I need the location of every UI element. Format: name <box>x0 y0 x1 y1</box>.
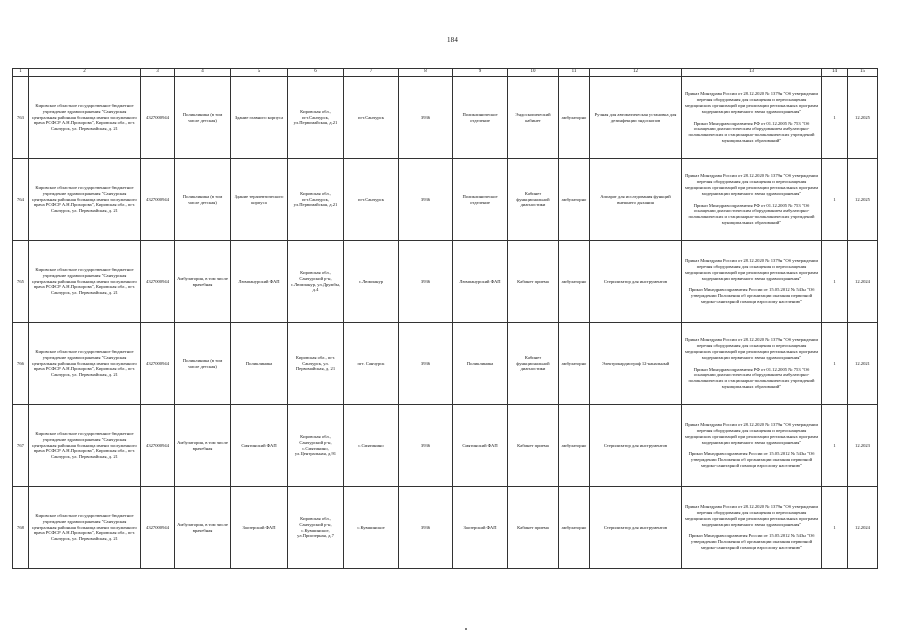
code-cell: 3936 <box>399 323 453 405</box>
care-type-cell: амбулаторно <box>559 323 590 405</box>
care-type-cell: амбулаторно <box>559 487 590 569</box>
regulatory-document: Приказ Минздрава России от 28.12.2020 № 1379н "Об утверждении перечня оборудования для оснащения и переоснащения медицинских организаций при реализации региональных программ модернизации первичного звена здравоохранения" <box>685 172 818 196</box>
code-cell: 3936 <box>399 487 453 569</box>
equipment-cell: Стерилизатор для инструментов <box>590 487 682 569</box>
unit-type-cell: Поликлиника (в том числе детская) <box>175 323 231 405</box>
equipment-cell: Стерилизатор для инструментов <box>590 241 682 323</box>
locality-cell: пгт.Санчурск <box>344 77 399 159</box>
column-header: 9 <box>453 69 508 77</box>
table-row <box>13 159 878 241</box>
inn-cell: 4327000944 <box>141 77 175 159</box>
department-cell: Люмпанурский ФАП <box>453 241 508 323</box>
quantity-cell: 1 <box>822 405 848 487</box>
column-header: 12 <box>590 69 682 77</box>
regulatory-document: Приказ Минздравсоцразвития России от 15.05.2012 № 543н "Об утверждении Положения об организации оказания первичной медико-санитарной помощи взрослому населению" <box>688 287 815 305</box>
department-cell: Смятинский ФАП <box>453 405 508 487</box>
column-header: 14 <box>822 69 848 77</box>
equipment-cell: Стерилизатор для инструментов <box>590 405 682 487</box>
inn-cell: 4327000944 <box>141 487 175 569</box>
building-cell: Заозерский ФАП <box>231 487 288 569</box>
regulatory-documents-cell <box>682 405 822 487</box>
locality-cell: с.Люмпанур <box>344 241 399 323</box>
equipment-cell: Ручная для автоматическая установка для дезинфекции эндоскопов <box>590 77 682 159</box>
deadline-cell: 12.2024 <box>848 487 878 569</box>
care-type-cell: амбулаторно <box>559 77 590 159</box>
regulatory-document: Приказ Минздравсоцразвития РФ от 01.12.2005 № 753 "Об оснащении диагностическим оборудованием амбулаторно-поликлинических и стационарно-поликлинических учреждений муниципальных образований" <box>688 202 815 226</box>
code-cell: 3936 <box>399 241 453 323</box>
row-number-cell: 768 <box>13 487 29 569</box>
building-cell: Поликлиника <box>231 323 288 405</box>
regulatory-document: Приказ Минздрава России от 28.12.2020 № 1379н "Об утверждении перечня оборудования для оснащения и переоснащения медицинских организаций при реализации региональных программ модернизации первичного звена здравоохранения" <box>685 336 818 360</box>
deadline-cell: 12.2024 <box>848 241 878 323</box>
quantity-cell: 1 <box>822 77 848 159</box>
room-cell: Кабинет приема <box>508 405 559 487</box>
regulatory-document: Приказ Минздрава России от 28.12.2020 № 1379н "Об утверждении перечня оборудования для оснащения и переоснащения медицинских организаций при реализации региональных программ модернизации первичного звена здравоохранения" <box>685 503 818 527</box>
room-cell: Кабинет приема <box>508 487 559 569</box>
building-cell: Смятинский ФАП <box>231 405 288 487</box>
regulatory-documents-cell <box>682 323 822 405</box>
deadline-cell: 12.2023 <box>848 405 878 487</box>
column-header: 2 <box>29 69 141 77</box>
deadline-cell: 12.2025 <box>848 159 878 241</box>
equipment-register-table <box>12 68 878 569</box>
room-cell: Кабинет функциональной диагностики <box>508 159 559 241</box>
table-body <box>13 77 878 569</box>
column-header: 3 <box>141 69 175 77</box>
building-cell: Здание терапевтического корпуса <box>231 159 288 241</box>
building-cell: Люмпанурский ФАП <box>231 241 288 323</box>
regulatory-document: Приказ Минздравсоцразвития России от 15.05.2012 № 543н "Об утверждении Положения об организации оказания первичной медико-санитарной помощи взрослому населению" <box>688 451 815 469</box>
row-number-cell: 765 <box>13 241 29 323</box>
locality-cell: пгт. Санчурск <box>344 323 399 405</box>
column-header: 6 <box>288 69 344 77</box>
regulatory-documents-cell <box>682 77 822 159</box>
regulatory-documents-cell <box>682 241 822 323</box>
column-header: 5 <box>231 69 288 77</box>
row-number-cell: 764 <box>13 159 29 241</box>
inn-cell: 4327000944 <box>141 323 175 405</box>
regulatory-document: Приказ Минздрава России от 28.12.2020 № 1379н "Об утверждении перечня оборудования для оснащения и переоснащения медицинских организаций при реализации региональных программ модернизации первичного звена здравоохранения" <box>685 90 818 114</box>
room-cell: Эндоскопический кабинет <box>508 77 559 159</box>
column-header: 13 <box>682 69 822 77</box>
inn-cell: 4327000944 <box>141 159 175 241</box>
regulatory-documents-cell <box>682 487 822 569</box>
scan-speck <box>465 628 467 630</box>
unit-type-cell: Амбулатория, в том числе врачебная <box>175 405 231 487</box>
regulatory-document: Приказ Минздравсоцразвития России от 15.05.2012 № 543н "Об утверждении Положения об организации оказания первичной медико-санитарной помощи взрослому населению" <box>688 533 815 551</box>
address-cell: Кировская обл., пгт.Санчурск, ул.Первомайская, д.21 <box>288 77 344 159</box>
regulatory-document: Приказ Минздрава России от 28.12.2020 № 1379н "Об утверждении перечня оборудования для оснащения и переоснащения медицинских организаций при реализации региональных программ модернизации первичного звена здравоохранения" <box>685 421 818 445</box>
equipment-cell: Аппарат для исследования функций внешнего дыхания <box>590 159 682 241</box>
code-cell: 3936 <box>399 77 453 159</box>
care-type-cell: амбулаторно <box>559 241 590 323</box>
department-cell: Заозерский ФАП <box>453 487 508 569</box>
page-number: 184 <box>446 36 459 44</box>
address-cell: Кировская обл., пгт.Санчурск, ул.Первомайская, д.21 <box>288 159 344 241</box>
deadline-cell: 12.2025 <box>848 77 878 159</box>
unit-type-cell: Поликлиника (в том числе детская) <box>175 159 231 241</box>
department-cell: Поликлиническое отделение <box>453 159 508 241</box>
quantity-cell: 1 <box>822 323 848 405</box>
column-number-row <box>13 69 878 77</box>
address-cell: Кировская обл., Санчурский р-н, с.Люмпанур, ул.Дружбы, д.4 <box>288 241 344 323</box>
table-row <box>13 405 878 487</box>
row-number-cell: 767 <box>13 405 29 487</box>
organization-cell: Кировское областное государственное бюджетное учреждение здравоохранения "Санчурская центральная районная больница имени заслуженного врача РСФСР А.Н.Прохорова", Кировская обл., пгт. Санчурск, ул. Первомайская, д. 21 <box>29 323 141 405</box>
room-cell: Кабинет функциональной диагностики <box>508 323 559 405</box>
unit-type-cell: Амбулатория, в том числе врачебная <box>175 241 231 323</box>
department-cell: Поликлиника <box>453 323 508 405</box>
quantity-cell: 1 <box>822 487 848 569</box>
column-header: 15 <box>848 69 878 77</box>
deadline-cell: 12.2021 <box>848 323 878 405</box>
building-cell: Здание главного корпуса <box>231 77 288 159</box>
code-cell: 3936 <box>399 159 453 241</box>
code-cell: 3936 <box>399 405 453 487</box>
table-row <box>13 323 878 405</box>
row-number-cell: 766 <box>13 323 29 405</box>
quantity-cell: 1 <box>822 159 848 241</box>
unit-type-cell: Поликлиника (в том числе детская) <box>175 77 231 159</box>
organization-cell: Кировское областное государственное бюджетное учреждение здравоохранения "Санчурская центральная районная больница имени заслуженного врача РСФСР А.Н.Прохорова", Кировская обл., пгт. Санчурск, ул. Первомайская, д. 21 <box>29 405 141 487</box>
regulatory-documents-cell <box>682 159 822 241</box>
locality-cell: пгт.Санчурск <box>344 159 399 241</box>
equipment-cell: Электрокардиограф 12-канальный <box>590 323 682 405</box>
locality-cell: с.Кувшинское <box>344 487 399 569</box>
table-row <box>13 77 878 159</box>
address-cell: Кировская обл., Санчурский р-н, с.Смятинино, ул.Центральная, д.91 <box>288 405 344 487</box>
locality-cell: с.Смятинино <box>344 405 399 487</box>
regulatory-document: Приказ Минздрава России от 28.12.2020 № 1379н "Об утверждении перечня оборудования для оснащения и переоснащения медицинских организаций при реализации региональных программ модернизации первичного звена здравоохранения" <box>685 257 818 281</box>
organization-cell: Кировское областное государственное бюджетное учреждение здравоохранения "Санчурская центральная районная больница имени заслуженного врача РСФСР А.Н.Прохорова", Кировская обл., пгт. Санчурск, ул. Первомайская, д. 21 <box>29 159 141 241</box>
column-header: 1 <box>13 69 29 77</box>
organization-cell: Кировское областное государственное бюджетное учреждение здравоохранения "Санчурская центральная районная больница имени заслуженного врача РСФСР А.Н.Прохорова", Кировская обл., пгт. Санчурск, ул. Первомайская, д. 21 <box>29 241 141 323</box>
address-cell: Кировская обл., Санчурский р-н, с.Кувшинское, ул.Приозерная, д.7 <box>288 487 344 569</box>
column-header: 7 <box>344 69 399 77</box>
table-row <box>13 487 878 569</box>
care-type-cell: амбулаторно <box>559 405 590 487</box>
row-number-cell: 763 <box>13 77 29 159</box>
care-type-cell: амбулаторно <box>559 159 590 241</box>
regulatory-document: Приказ Минздравсоцразвития РФ от 01.12.2005 № 753 "Об оснащении диагностическим оборудованием амбулаторно-поликлинических и стационарно-поликлинических учреждений муниципальных образований" <box>688 366 815 390</box>
column-header: 4 <box>175 69 231 77</box>
room-cell: Кабинет приема <box>508 241 559 323</box>
regulatory-document: Приказ Минздравсоцразвития РФ от 01.12.2005 № 753 "Об оснащении диагностическим оборудованием амбулаторно-поликлинических и стационарно-поликлинических учреждений муниципальных образований" <box>688 120 815 144</box>
organization-cell: Кировское областное государственное бюджетное учреждение здравоохранения "Санчурская центральная районная больница имени заслуженного врача РСФСР А.Н.Прохорова", Кировская обл., пгт. Санчурск, ул. Первомайская, д. 21 <box>29 77 141 159</box>
department-cell: Поликлиническое отделение <box>453 77 508 159</box>
column-header: 8 <box>399 69 453 77</box>
quantity-cell: 1 <box>822 241 848 323</box>
column-header: 11 <box>559 69 590 77</box>
inn-cell: 4327000944 <box>141 241 175 323</box>
inn-cell: 4327000944 <box>141 405 175 487</box>
unit-type-cell: Амбулатория, в том числе врачебная <box>175 487 231 569</box>
column-header: 10 <box>508 69 559 77</box>
organization-cell: Кировское областное государственное бюджетное учреждение здравоохранения "Санчурская центральная районная больница имени заслуженного врача РСФСР А.Н.Прохорова", Кировская обл., пгт. Санчурск, ул. Первомайская, д. 21 <box>29 487 141 569</box>
address-cell: Кировская обл., пгт. Санчурск, ул. Первомайская, д. 21 <box>288 323 344 405</box>
table-row <box>13 241 878 323</box>
